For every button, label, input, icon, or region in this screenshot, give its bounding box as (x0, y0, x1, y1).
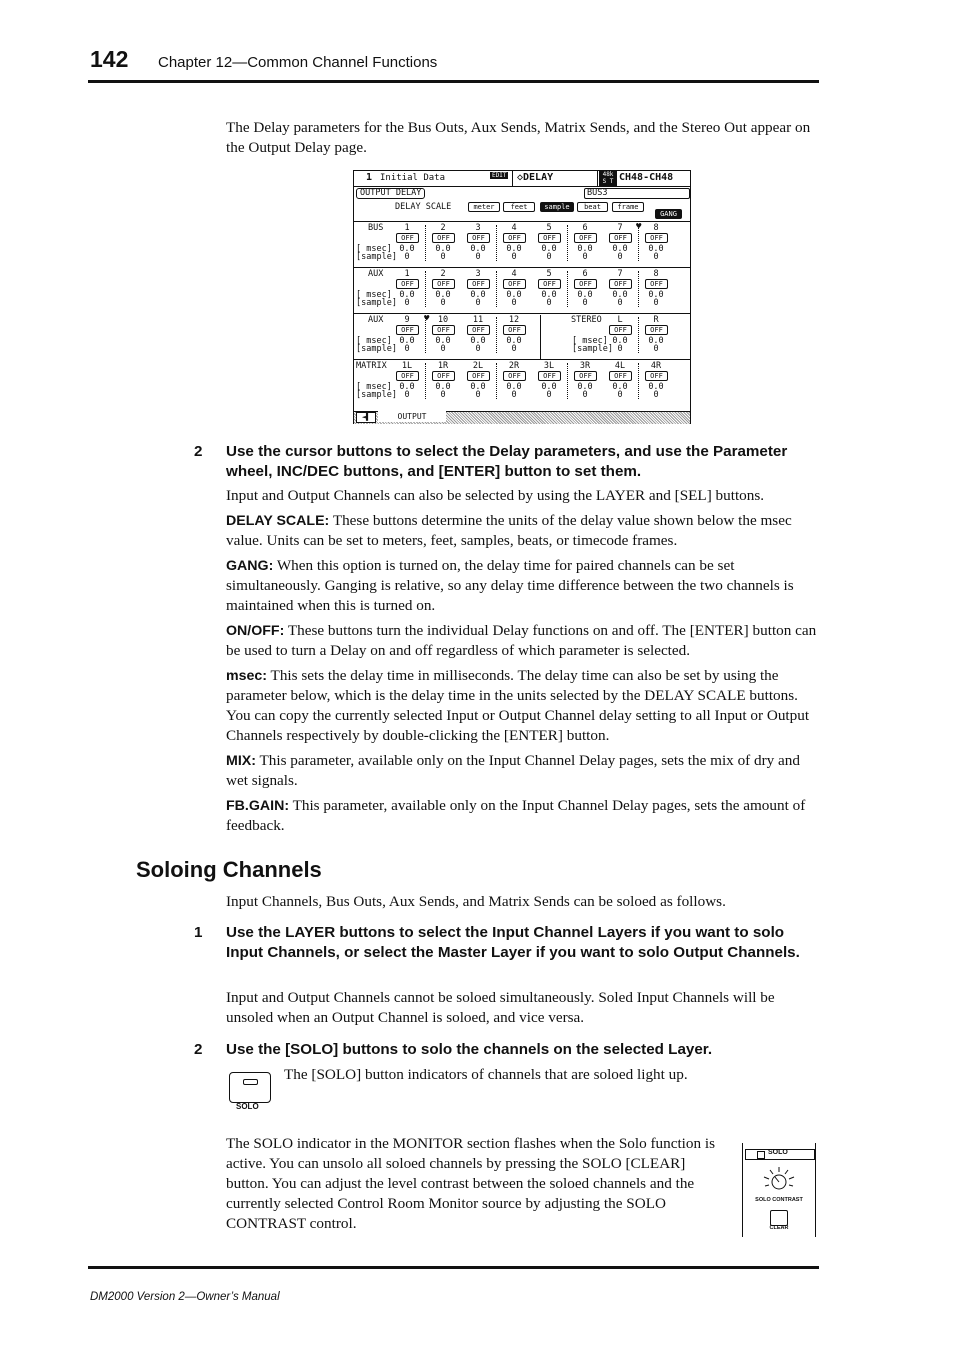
channel-number: R (653, 315, 659, 325)
delay-off-button[interactable]: OFF (396, 233, 419, 243)
sample-value[interactable]: 0 (617, 298, 623, 308)
delay-off-button[interactable]: OFF (574, 371, 597, 381)
channel-number: 1 (404, 223, 410, 233)
channel-number: 8 (653, 223, 659, 233)
channel-number: 9 (404, 315, 410, 325)
monitor-paragraph: The SOLO indicator in the MONITOR section flashes when the Solo function is active. You can unsolo all soloed channels by pressing the SOLO [CLEAR] button. You can adjust the level contrast between the soloed channels and the currently selected Control Room Monitor source by adjusting the SOLO CONTRAST control. (226, 1135, 716, 1232)
sample-value[interactable]: 0 (511, 252, 517, 262)
delay-off-button[interactable]: OFF (645, 279, 668, 289)
msec-value[interactable]: 0.0 (648, 244, 664, 254)
channel-number: 2 (440, 269, 446, 279)
output-delay-screen (353, 170, 691, 424)
delay-off-button[interactable]: OFF (396, 325, 419, 335)
sample-value[interactable]: 0 (475, 298, 481, 308)
sample-value[interactable]: 0 (511, 298, 517, 308)
scale-frame-button[interactable]: frame (612, 202, 644, 212)
channel-range: CH48-CH48 (619, 172, 674, 183)
msec-value[interactable]: 0.0 (506, 244, 522, 254)
solo-button[interactable] (229, 1072, 271, 1103)
gang-link-icon: ♥ (636, 222, 642, 232)
fbgain-paragraph: FB.GAIN: This parameter, available only on the Input Channel Delay pages, sets the amount of feedback. (226, 797, 806, 834)
msec-value[interactable]: 0.0 (577, 290, 593, 300)
sample-value[interactable]: 0 (582, 390, 588, 400)
msec-value[interactable]: 0.0 (506, 290, 522, 300)
delay-off-button[interactable]: OFF (503, 279, 526, 289)
scale-meter-button[interactable]: meter (468, 202, 500, 212)
page-number: 142 (90, 46, 129, 72)
msec-paragraph: msec: This sets the delay time in milliseconds. The delay time can also be set by using the parameter below, which is the delay time in the units selected by the DELAY SCALE buttons. You can copy the currently selected Input or Output Channel delay setting to all Input or Output Channels respectively by double-clicking the [ENTER] button. (226, 667, 810, 744)
msec-value[interactable]: 0.0 (399, 290, 415, 300)
sample-value[interactable]: 0 (404, 298, 410, 308)
msec-unit-label: [ msec] (356, 336, 392, 346)
msec-value[interactable]: 0.0 (612, 290, 628, 300)
delay-off-button[interactable]: OFF (538, 279, 561, 289)
scale-feet-button[interactable]: feet (503, 202, 535, 212)
page-name: ◇DELAY (517, 172, 554, 183)
delay-off-button[interactable]: OFF (503, 233, 526, 243)
msec-value[interactable]: 0.0 (612, 244, 628, 254)
gang-button[interactable]: GANG (655, 209, 682, 219)
channel-number: 7 (617, 269, 623, 279)
delay-off-button[interactable]: OFF (538, 233, 561, 243)
msec-value[interactable]: 0.0 (435, 382, 451, 392)
msec-value[interactable]: 0.0 (577, 382, 593, 392)
sample-value[interactable]: 0 (404, 344, 410, 354)
solo-contrast-label: SOLO CONTRAST (755, 1197, 803, 1203)
sample-unit-label: [sample] (356, 344, 397, 354)
channel-number: 6 (582, 223, 588, 233)
channel-number: 12 (508, 315, 520, 325)
delay-off-button[interactable]: OFF (609, 233, 632, 243)
delay-off-button[interactable]: OFF (574, 279, 597, 289)
sample-value[interactable]: 0 (653, 298, 659, 308)
aux-row-label: AUX (368, 315, 384, 325)
scale-beat-button[interactable]: beat (577, 202, 608, 212)
delay-off-button[interactable]: OFF (467, 325, 490, 335)
delay-scale-label: DELAY SCALE (395, 202, 452, 212)
sample-value[interactable]: 0 (653, 344, 659, 354)
msec-value[interactable]: 0.0 (506, 382, 522, 392)
delay-off-button[interactable]: OFF (432, 279, 455, 289)
bus-row-label: BUS (368, 223, 384, 233)
gang-link-icon: ♥ (424, 314, 430, 324)
clear-button[interactable] (770, 1210, 788, 1226)
delay-off-button[interactable]: OFF (645, 325, 668, 335)
gang-paragraph: GANG: When this option is turned on, the delay time for paired channels can be set simultaneously. Ganging is relative, so any delay time difference between the two channels is maintained when this is turned on. (226, 557, 794, 614)
delay-off-button[interactable]: OFF (432, 233, 455, 243)
solo-lamp-icon (757, 1151, 765, 1159)
stereo-label: STEREO (571, 315, 602, 325)
channel-number: 1L (401, 361, 413, 371)
channel-number: 3L (543, 361, 555, 371)
sample-value[interactable]: 0 (475, 252, 481, 262)
delay-off-button[interactable]: OFF (645, 233, 668, 243)
msec-value[interactable]: 0.0 (470, 290, 486, 300)
layer-sel-paragraph: Input and Output Channels can also be selected by using the LAYER and [SEL] buttons. (226, 487, 765, 504)
channel-number: 4 (511, 223, 517, 233)
solo-button-label: SOLO (236, 1102, 259, 1111)
mix-paragraph: MIX: This parameter, available only on the Input Channel Delay pages, sets the mix of dry and wet signals. (226, 752, 800, 789)
solo-note: Input and Output Channels cannot be soloed simultaneously. Soled Input Channels will be unsoled when an Output Channel is soloed, and vice versa. (226, 989, 775, 1026)
solo-button-text: The [SOLO] button indicators of channels that are soloed light up. (284, 1066, 688, 1083)
delay-off-button[interactable]: OFF (467, 233, 490, 243)
msec-value[interactable]: 0.0 (399, 382, 415, 392)
sample-value[interactable]: 0 (617, 390, 623, 400)
msec-value[interactable]: 0.0 (612, 382, 628, 392)
channel-number: 5 (546, 223, 552, 233)
step-text: Use the LAYER buttons to select the Input Channel Layers if you want to solo Input Channels, or select the Master Layer if you want to solo Output Channels. (226, 924, 800, 961)
chapter-title: Chapter 12—Common Channel Functions (158, 54, 438, 71)
monitor-panel (742, 1143, 816, 1237)
msec-unit-label: [ msec] (356, 290, 392, 300)
section-heading: Soloing Channels (136, 857, 322, 882)
scene-name: Initial Data (380, 173, 446, 183)
msec-value[interactable]: 0.0 (470, 382, 486, 392)
sample-value[interactable]: 0 (617, 344, 623, 354)
sample-rate-badge: 48k S T (599, 171, 617, 186)
sample-value[interactable]: 0 (546, 298, 552, 308)
solo-indicator-label: SOLO (768, 1149, 788, 1156)
step-text: Use the [SOLO] buttons to solo the channels on the selected Layer. (226, 1041, 713, 1058)
scale-sample-button[interactable]: sample (540, 202, 574, 212)
delay-off-button[interactable]: OFF (467, 279, 490, 289)
delay-off-button[interactable]: OFF (503, 371, 526, 381)
step-text: Use the cursor buttons to select the Delay parameters, and use the Parameter wheel, INC/DEC buttons, and [ENTER] button to set them. (226, 443, 788, 480)
sample-value[interactable]: 0 (582, 252, 588, 262)
msec-unit-label: [ msec] (356, 382, 392, 392)
msec-unit-label: [ msec] (356, 244, 392, 254)
delay-off-button[interactable]: OFF (467, 371, 490, 381)
channel-number: 4R (650, 361, 662, 371)
delay-off-button[interactable]: OFF (432, 371, 455, 381)
channel-number: 3R (579, 361, 591, 371)
matrix-row-label: MATRIX (356, 361, 387, 371)
msec-value[interactable]: 0.0 (435, 244, 451, 254)
delay-off-button[interactable]: OFF (396, 371, 419, 381)
msec-value[interactable]: 0.0 (435, 290, 451, 300)
msec-value[interactable]: 0.0 (577, 244, 593, 254)
channel-number: 3 (475, 269, 481, 279)
msec-value[interactable]: 0.0 (648, 290, 664, 300)
sample-unit-label: [sample] (356, 252, 397, 262)
delay-off-button[interactable]: OFF (503, 325, 526, 335)
solo-indicator-icon (243, 1079, 258, 1085)
sample-value[interactable]: 0 (653, 252, 659, 262)
sample-value[interactable]: 0 (440, 298, 446, 308)
msec-value[interactable]: 0.0 (541, 382, 557, 392)
channel-number: 5 (546, 269, 552, 279)
channel-number: 2 (440, 223, 446, 233)
msec-value[interactable]: 0.0 (612, 336, 628, 346)
delay-off-button[interactable]: OFF (538, 371, 561, 381)
solo-intro: Input Channels, Bus Outs, Aux Sends, and Matrix Sends can be soloed as follows. (226, 893, 726, 910)
msec-value[interactable]: 0.0 (399, 244, 415, 254)
sample-unit-label: [sample] (356, 298, 397, 308)
delay-off-button[interactable]: OFF (396, 279, 419, 289)
channel-number: 4L (614, 361, 626, 371)
msec-value[interactable]: 0.0 (435, 336, 451, 346)
msec-value[interactable]: 0.0 (506, 336, 522, 346)
sample-value[interactable]: 0 (653, 390, 659, 400)
tab-output[interactable]: OUTPUT (378, 411, 446, 422)
output-delay-tab-title: OUTPUT DELAY (356, 188, 425, 199)
delay-off-button[interactable]: OFF (609, 371, 632, 381)
tab-scroll-left-icon[interactable]: ◄▌ (356, 412, 376, 423)
msec-value[interactable]: 0.0 (541, 244, 557, 254)
delay-off-button[interactable]: OFF (645, 371, 668, 381)
delay-off-button[interactable]: OFF (574, 233, 597, 243)
sample-value[interactable]: 0 (440, 390, 446, 400)
sample-value[interactable]: 0 (404, 252, 410, 262)
onoff-paragraph: ON/OFF: These buttons turn the individual Delay functions on and off. The [ENTER] button can be used to turn a Delay on and off regardless of which parameter is selected. (226, 622, 817, 659)
msec-value[interactable]: 0.0 (541, 290, 557, 300)
solo-contrast-knob-icon[interactable] (759, 1165, 799, 1195)
channel-number: 4 (511, 269, 517, 279)
channel-number: 10 (437, 315, 449, 325)
intro-paragraph: The Delay parameters for the Bus Outs, Aux Sends, Matrix Sends, and the Stereo Out appear on the Output Delay page. (226, 119, 811, 156)
delay-off-button[interactable]: OFF (609, 279, 632, 289)
delay-off-button[interactable]: OFF (432, 325, 455, 335)
sample-value[interactable]: 0 (511, 390, 517, 400)
step-number: 1 (194, 924, 203, 941)
msec-value[interactable]: 0.0 (470, 244, 486, 254)
delay-scale-paragraph: DELAY SCALE: These buttons determine the units of the delay value shown below the msec value. Units can be set to meters, feet, samples, beats, or timecode frames. (226, 512, 792, 549)
msec-value[interactable]: 0.0 (470, 336, 486, 346)
sample-value[interactable]: 0 (546, 390, 552, 400)
header-rule (88, 80, 819, 83)
msec-value[interactable]: 0.0 (648, 336, 664, 346)
msec-unit-label: [ msec] (572, 336, 608, 346)
channel-number: 2R (508, 361, 520, 371)
channel-number: 8 (653, 269, 659, 279)
sample-unit-label: [sample] (572, 344, 613, 354)
footer-rule (88, 1266, 819, 1269)
channel-number: 1R (437, 361, 449, 371)
channel-number: 7 (617, 223, 623, 233)
sample-value[interactable]: 0 (475, 344, 481, 354)
sample-value[interactable]: 0 (582, 298, 588, 308)
channel-number: L (617, 315, 623, 325)
selected-channel-display: BUS3 (584, 188, 690, 199)
footer-text: DM2000 Version 2—Owner’s Manual (90, 1291, 280, 1303)
sample-value[interactable]: 0 (546, 252, 552, 262)
delay-off-button[interactable]: OFF (609, 325, 632, 335)
edit-indicator: EDIT (492, 172, 507, 179)
sample-value[interactable]: 0 (617, 252, 623, 262)
msec-value[interactable]: 0.0 (399, 336, 415, 346)
channel-number: 6 (582, 269, 588, 279)
channel-number: 2L (472, 361, 484, 371)
clear-button-label: CLEAR (769, 1225, 789, 1231)
sample-value[interactable]: 0 (404, 390, 410, 400)
sample-value[interactable]: 0 (475, 390, 481, 400)
sample-value[interactable]: 0 (511, 344, 517, 354)
sample-value[interactable]: 0 (440, 344, 446, 354)
step-number: 2 (194, 443, 203, 460)
sample-unit-label: [sample] (356, 390, 397, 400)
sample-value[interactable]: 0 (440, 252, 446, 262)
aux-row-label: AUX (368, 269, 384, 279)
channel-number: 1 (404, 269, 410, 279)
channel-number: 11 (472, 315, 484, 325)
step-number: 2 (194, 1041, 203, 1058)
channel-number: 3 (475, 223, 481, 233)
msec-value[interactable]: 0.0 (648, 382, 664, 392)
scene-number: 1 (366, 172, 373, 183)
